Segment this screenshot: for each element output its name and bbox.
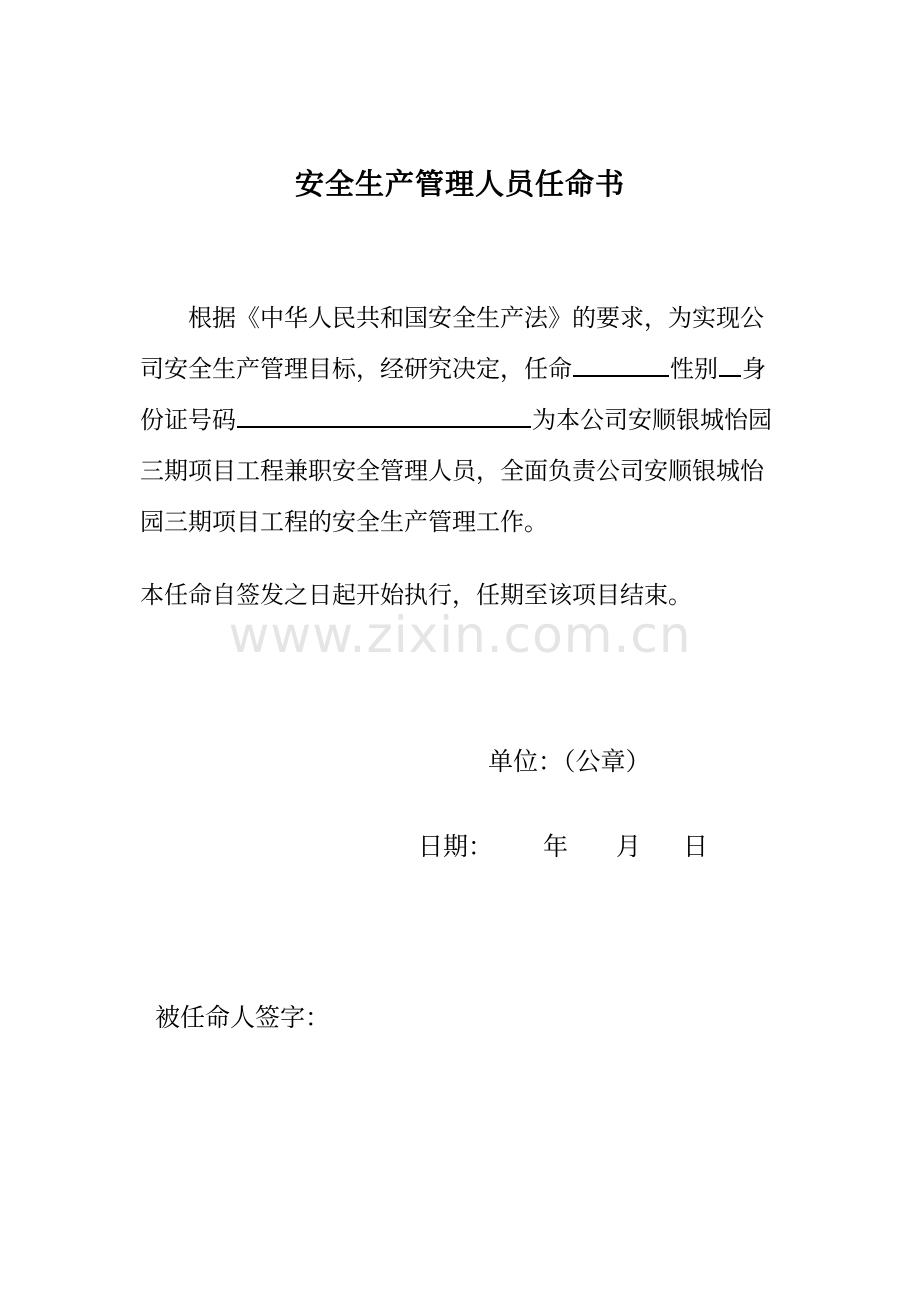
appointee-signature-label: 被任命人签字： <box>155 1003 331 1032</box>
paragraph-line-2 <box>140 344 785 395</box>
gender-blank <box>719 349 741 377</box>
paragraph-line-1: 根据《中华人民共和国安全生产法》的要求，为实现公 <box>188 304 764 332</box>
line2-text-b: 性别 <box>670 355 718 383</box>
paragraph-line-5: 园三期项目工程的安全生产管理工作。 <box>140 508 548 536</box>
date-day: 日 <box>683 832 709 861</box>
paragraph-line-4: 三期项目工程兼职安全管理人员，全面负责公司安顺银城怡 <box>140 457 764 485</box>
document-title: 安全生产管理人员任命书 <box>294 167 625 201</box>
watermark: www.zixin.com.cn <box>228 606 692 664</box>
line3-text-a: 份证号码 <box>140 406 236 434</box>
paragraph-line-3 <box>140 395 785 446</box>
line2-text-a: 司安全生产管理目标，经研究决定，任命 <box>140 355 572 383</box>
line2-text-c: 身 <box>742 355 766 383</box>
term-paragraph: 本任命自签发之日起开始执行，任期至该项目结束。 <box>140 581 692 609</box>
unit-seal-label: 单位：（公章） <box>488 747 651 776</box>
date-month: 月 <box>616 832 642 861</box>
line3-text-b: 为本公司安顺银城怡园 <box>532 406 772 434</box>
date-label: 日期： <box>418 832 494 861</box>
date-year: 年 <box>543 832 569 861</box>
appointee-name-blank <box>573 349 669 377</box>
id-number-blank <box>237 400 531 428</box>
date-row <box>418 825 708 869</box>
appointment-paragraph <box>140 293 785 548</box>
